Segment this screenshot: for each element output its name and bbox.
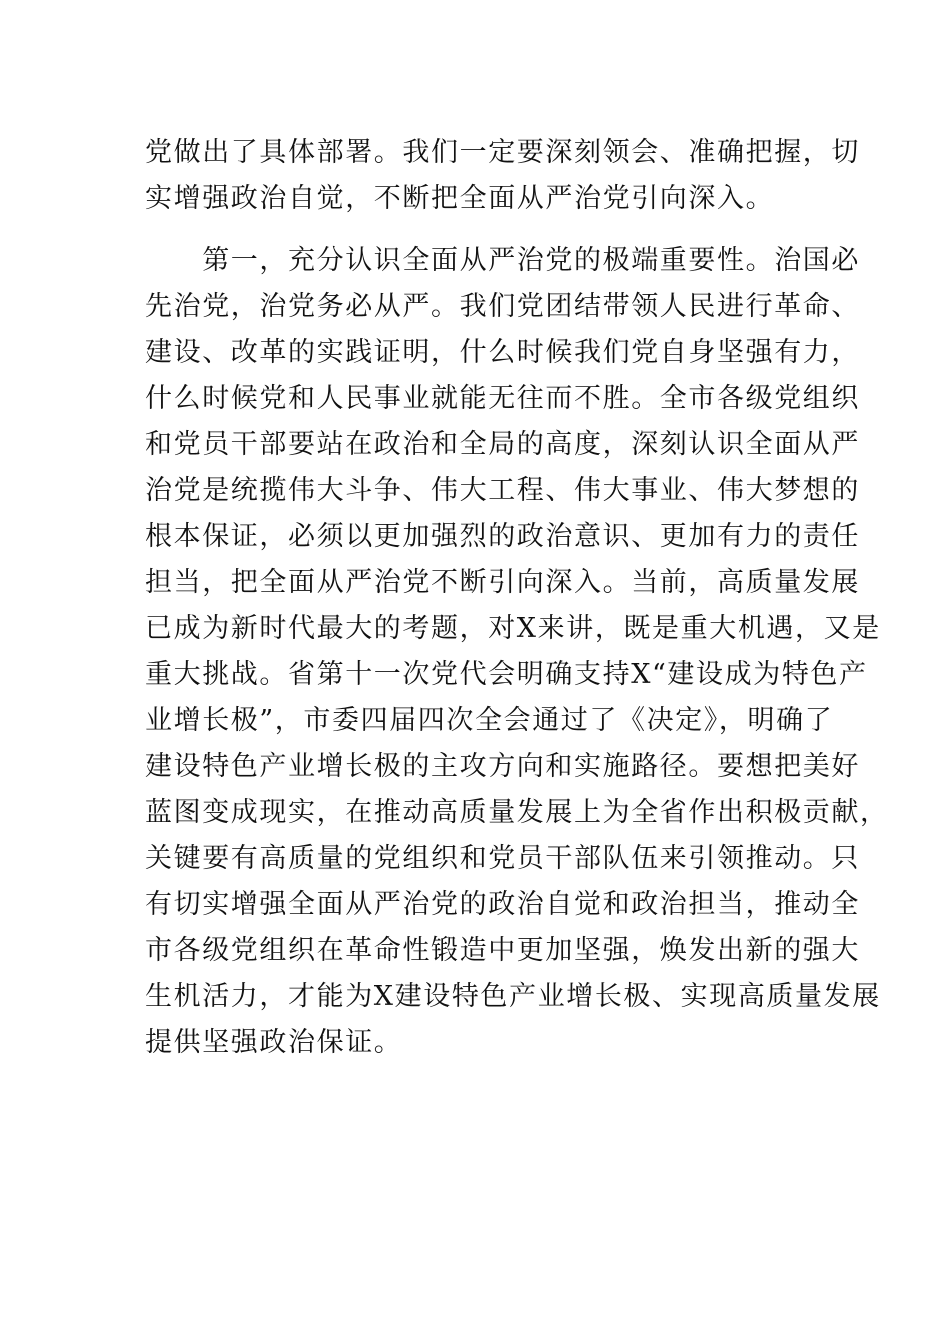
paragraph-1 <box>145 130 860 222</box>
text-line: 已成为新时代最大的考题，对X来讲，既是重大机遇，又是 <box>145 613 881 644</box>
text-line: 有切实增强全面从严治党的政治自觉和政治担当，推动全 <box>145 889 860 920</box>
text-line: 提供坚强政治保证。 <box>145 1027 403 1058</box>
text-line: 关键要有高质量的党组织和党员干部队伍来引领推动。只 <box>145 843 860 874</box>
paragraph-2 <box>145 238 889 1066</box>
text-line: 蓝图变成现实，在推动高质量发展上为全省作出积极贡献， <box>145 797 889 828</box>
text-line: 建设特色产业增长极的主攻方向和实施路径。要想把美好 <box>145 751 860 782</box>
text-line: 实增强政治自觉，不断把全面从严治党引向深入。 <box>145 183 775 214</box>
document-body <box>145 130 889 1066</box>
text-line: 第一，充分认识全面从严治党的极端重要性。治国必 <box>145 245 860 276</box>
text-line: 根本保证，必须以更加强烈的政治意识、更加有力的责任 <box>145 521 860 552</box>
text-line: 什么时候党和人民事业就能无往而不胜。全市各级党组织 <box>145 383 860 414</box>
text-line: 重大挑战。省第十一次党代会明确支持X“建设成为特色产 <box>145 659 868 690</box>
text-line: 担当，把全面从严治党不断引向深入。当前，高质量发展 <box>145 567 860 598</box>
text-line: 和党员干部要站在政治和全局的高度，深刻认识全面从严 <box>145 429 860 460</box>
text-line: 党做出了具体部署。我们一定要深刻领会、准确把握，切 <box>145 137 860 168</box>
text-line: 业增长极”，市委四届四次全会通过了《决定》，明确了 <box>145 705 834 736</box>
paragraph-spacer <box>145 222 815 238</box>
text-line: 市各级党组织在革命性锻造中更加坚强，焕发出新的强大 <box>145 935 860 966</box>
text-line: 生机活力，才能为X建设特色产业增长极、实现高质量发展 <box>145 981 881 1012</box>
text-line: 建设、改革的实践证明，什么时候我们党自身坚强有力， <box>145 337 860 368</box>
text-line: 治党是统揽伟大斗争、伟大工程、伟大事业、伟大梦想的 <box>145 475 860 506</box>
text-line: 先治党，治党务必从严。我们党团结带领人民进行革命、 <box>145 291 860 322</box>
